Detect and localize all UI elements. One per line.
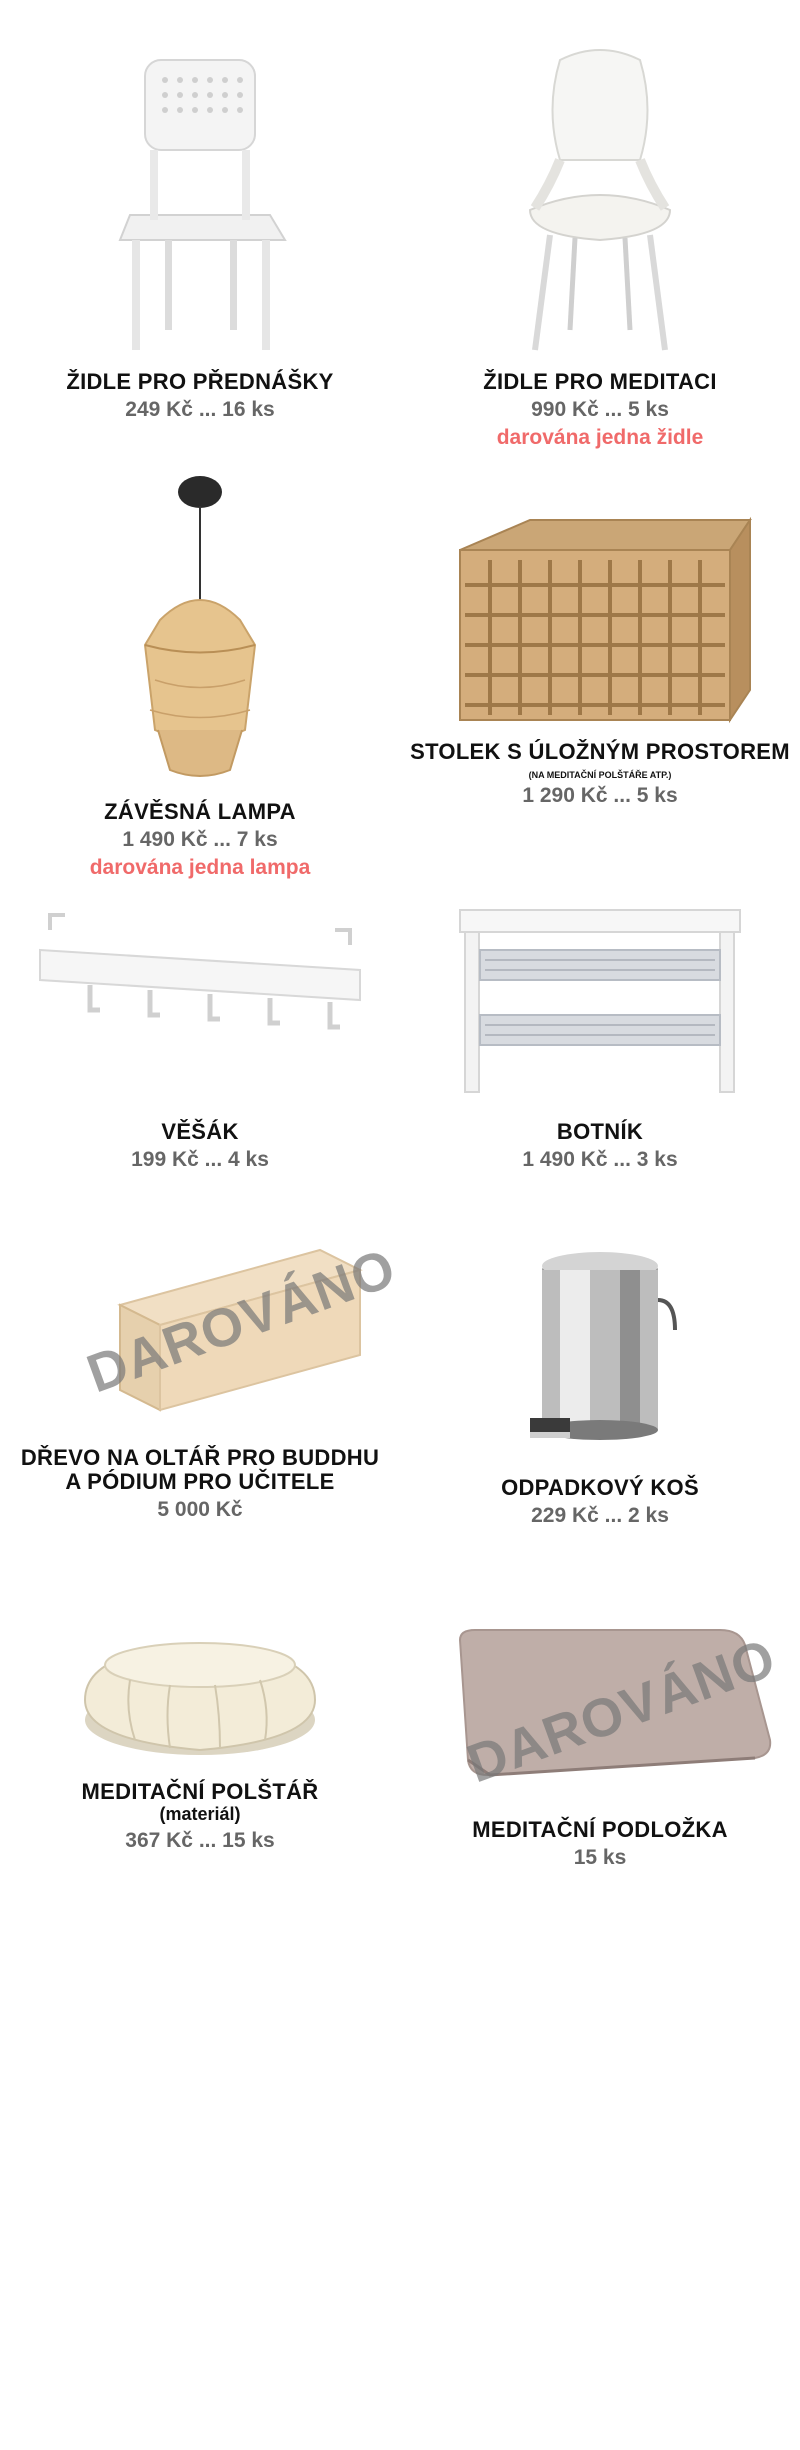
bamboo-pendant-lamp-image xyxy=(10,470,390,800)
product-meditation-mat[interactable] xyxy=(410,1600,790,1870)
product-title: VĚŠÁK xyxy=(161,1119,239,1144)
wooden-beam-image xyxy=(20,1230,404,1440)
donation-note: darována jedna lampa xyxy=(89,856,311,879)
white-chair-perforated-image xyxy=(10,40,390,370)
product-meditation-cushion[interactable] xyxy=(10,1610,390,1853)
product-price: 15 ks xyxy=(573,1846,627,1869)
product-price: 5 000 Kč xyxy=(157,1498,243,1521)
product-title: ŽIDLE PRO MEDITACI xyxy=(483,369,717,394)
product-price: 1 290 Kč ... 5 ks xyxy=(522,784,678,807)
product-title: MEDITAČNÍ POLŠTÁŘ xyxy=(81,1779,319,1804)
product-price: 990 Kč ... 5 ks xyxy=(531,398,669,421)
product-title: ŽIDLE PRO PŘEDNÁŠKY xyxy=(66,369,334,394)
product-subtitle: (materiál) xyxy=(159,1804,241,1824)
product-title: MEDITAČNÍ PODLOŽKA xyxy=(472,1817,728,1842)
product-pendant-lamp[interactable] xyxy=(10,470,390,880)
product-altar-wood[interactable] xyxy=(10,1230,404,1522)
product-title: ZÁVĚSNÁ LAMPA xyxy=(104,799,296,824)
product-storage-table[interactable] xyxy=(410,500,790,808)
shoe-rack-bench-image xyxy=(410,890,790,1100)
product-price: 229 Kč ... 2 ks xyxy=(531,1504,669,1527)
donated-stamp: DAROVÁNO xyxy=(79,1237,404,1405)
product-pedal-bin[interactable] xyxy=(410,1240,790,1528)
meditation-mat-image xyxy=(420,1600,784,1800)
product-title: BOTNÍK xyxy=(556,1119,644,1144)
wooden-storage-table-image xyxy=(410,500,790,730)
product-lecture-chair[interactable] xyxy=(10,40,390,422)
product-meditation-chair[interactable] xyxy=(410,40,790,450)
product-coat-rack[interactable] xyxy=(10,900,390,1172)
donated-stamp: DAROVÁNO xyxy=(459,1627,784,1795)
product-price: 249 Kč ... 16 ks xyxy=(125,398,275,421)
wall-coat-rack-image xyxy=(10,900,390,1100)
product-price: 1 490 Kč ... 3 ks xyxy=(522,1148,678,1171)
product-title: STOLEK S ÚLOŽNÝM PROSTOREM xyxy=(410,739,790,764)
product-title: ODPADKOVÝ KOŠ xyxy=(501,1475,699,1500)
product-note: (NA MEDITAČNÍ POLŠTÁŘE ATP.) xyxy=(528,770,672,780)
pedal-bin-image xyxy=(410,1240,790,1460)
white-chair-molded-image xyxy=(410,40,790,370)
product-shoe-rack[interactable] xyxy=(410,890,790,1172)
product-price: 199 Kč ... 4 ks xyxy=(131,1148,269,1171)
donation-note: darována jedna židle xyxy=(496,426,704,449)
product-title: DŘEVO NA OLTÁŘ PRO BUDDHU A PÓDIUM PRO UČITELE xyxy=(20,1445,380,1494)
product-price: 1 490 Kč ... 7 ks xyxy=(122,828,278,851)
meditation-cushion-image xyxy=(10,1610,390,1770)
product-price: 367 Kč ... 15 ks xyxy=(125,1829,275,1852)
